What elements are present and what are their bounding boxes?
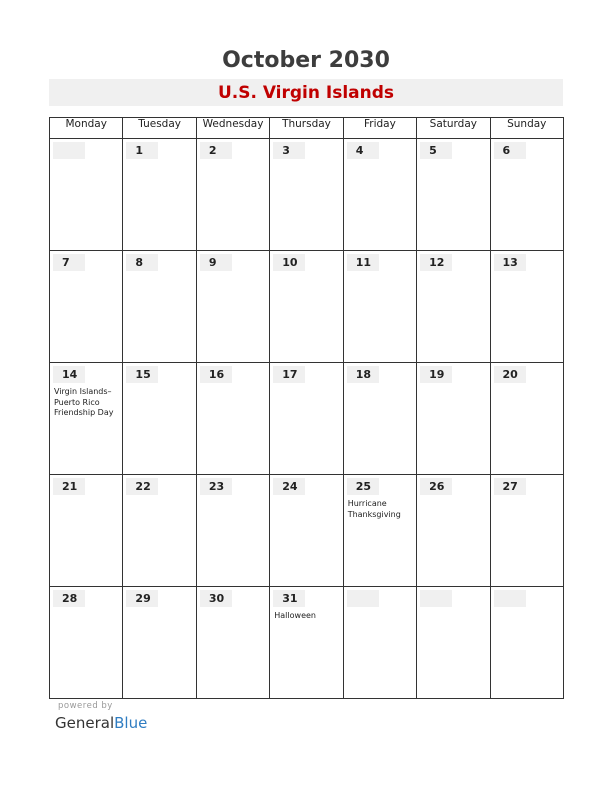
day-number: 2: [200, 142, 232, 159]
week-row: [50, 251, 564, 363]
brand-general: General: [55, 714, 115, 732]
calendar-grid: [49, 117, 564, 699]
weekday-header-row: [50, 118, 564, 139]
weekday-header: Monday: [50, 118, 123, 139]
day-cell[interactable]: [417, 475, 490, 587]
day-cell[interactable]: [343, 139, 416, 251]
day-cell[interactable]: [196, 251, 269, 363]
holiday-event: Hurricane Thanksgiving: [347, 499, 401, 519]
powered-by-label: powered by: [58, 701, 113, 711]
weekday-header: Saturday: [417, 118, 490, 139]
day-cell[interactable]: [270, 587, 343, 699]
day-cell[interactable]: [270, 363, 343, 475]
day-cell[interactable]: [50, 139, 123, 251]
day-cell[interactable]: [196, 363, 269, 475]
brand-blue: Blue: [114, 714, 148, 732]
day-number: 25: [347, 478, 379, 495]
day-number: 3: [273, 142, 305, 159]
day-cell[interactable]: [490, 139, 563, 251]
day-number: 4: [347, 142, 379, 159]
day-number: 16: [200, 366, 232, 383]
weekday-header: Wednesday: [196, 118, 269, 139]
day-cell[interactable]: [270, 139, 343, 251]
day-number: [347, 590, 379, 607]
day-cell[interactable]: [123, 363, 196, 475]
day-cell[interactable]: [123, 251, 196, 363]
day-cell[interactable]: [50, 251, 123, 363]
day-number: 8: [126, 254, 158, 271]
day-cell[interactable]: [490, 475, 563, 587]
weekday-header: Friday: [343, 118, 416, 139]
day-number: 5: [420, 142, 452, 159]
calendar-title: October 2030: [222, 48, 390, 73]
day-number: 26: [420, 478, 452, 495]
day-number: 27: [494, 478, 526, 495]
holiday-event: Halloween: [274, 611, 316, 620]
day-cell[interactable]: [343, 587, 416, 699]
day-number: [53, 142, 85, 159]
day-number: 24: [273, 478, 305, 495]
day-number: 7: [53, 254, 85, 271]
week-row: [50, 587, 564, 699]
day-number: 11: [347, 254, 379, 271]
day-number: 12: [420, 254, 452, 271]
day-cell[interactable]: [417, 363, 490, 475]
week-row: [50, 139, 564, 251]
day-cell[interactable]: [196, 587, 269, 699]
day-cell[interactable]: [50, 587, 123, 699]
generalblue-logo[interactable]: [55, 713, 147, 733]
day-cell[interactable]: [270, 475, 343, 587]
day-cell[interactable]: [417, 251, 490, 363]
day-cell[interactable]: [343, 363, 416, 475]
week-row: [50, 475, 564, 587]
day-number: 21: [53, 478, 85, 495]
weekday-header: Sunday: [490, 118, 563, 139]
day-number: 1: [126, 142, 158, 159]
day-number: 14: [53, 366, 85, 383]
day-number: 10: [273, 254, 305, 271]
day-number: 9: [200, 254, 232, 271]
day-cell[interactable]: [196, 139, 269, 251]
day-cell[interactable]: [343, 475, 416, 587]
day-number: 6: [494, 142, 526, 159]
day-cell[interactable]: [50, 475, 123, 587]
day-cell[interactable]: [50, 363, 123, 475]
day-number: 20: [494, 366, 526, 383]
week-row: [50, 363, 564, 475]
day-number: 29: [126, 590, 158, 607]
day-cell[interactable]: [417, 587, 490, 699]
day-cell[interactable]: [123, 139, 196, 251]
day-cell[interactable]: [417, 139, 490, 251]
day-number: 22: [126, 478, 158, 495]
day-cell[interactable]: [490, 251, 563, 363]
day-number: [420, 590, 452, 607]
day-number: [494, 590, 526, 607]
weekday-header: Thursday: [270, 118, 343, 139]
day-cell[interactable]: [270, 251, 343, 363]
day-number: 18: [347, 366, 379, 383]
day-number: 31: [273, 590, 305, 607]
region-banner: [49, 79, 563, 106]
weekday-header: Tuesday: [123, 118, 196, 139]
day-number: 23: [200, 478, 232, 495]
day-number: 28: [53, 590, 85, 607]
day-number: 19: [420, 366, 452, 383]
day-cell[interactable]: [490, 363, 563, 475]
day-number: 17: [273, 366, 305, 383]
region-name: U.S. Virgin Islands: [217, 83, 395, 103]
day-cell[interactable]: [343, 251, 416, 363]
day-number: 30: [200, 590, 232, 607]
day-number: 15: [126, 366, 158, 383]
day-cell[interactable]: [196, 475, 269, 587]
day-cell[interactable]: [490, 587, 563, 699]
day-number: 13: [494, 254, 526, 271]
day-cell[interactable]: [123, 587, 196, 699]
day-cell[interactable]: [123, 475, 196, 587]
holiday-event: Virgin Islands–Puerto Rico Friendship Day: [54, 387, 114, 417]
